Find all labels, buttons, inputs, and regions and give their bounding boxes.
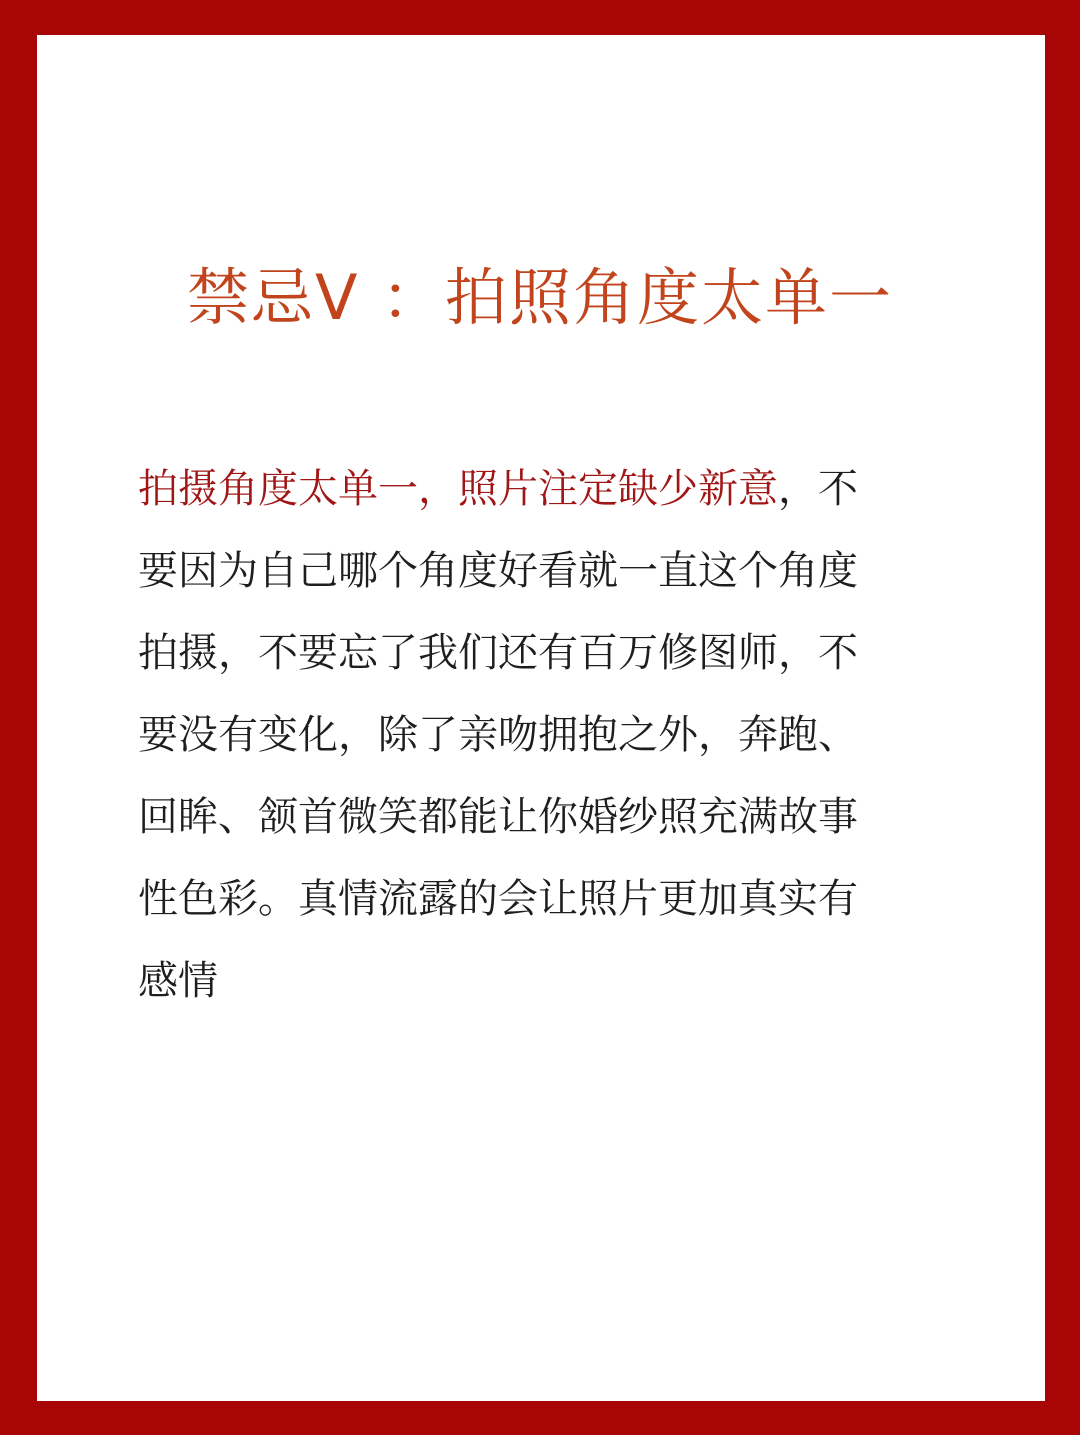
paragraph-line-1 — [138, 448, 938, 530]
paragraph-line-7: 感情 — [138, 958, 218, 1004]
highlight-text: 拍摄角度太单一，照片注定缺少新意 — [138, 466, 778, 512]
paragraph-line-5: 回眸、颔首微笑都能让你婚纱照充满故事 — [138, 794, 858, 840]
page-title: 禁忌V ：拍照角度太单一 — [186, 261, 894, 334]
body-paragraph — [138, 448, 938, 1022]
paragraph-line-3: 拍摄，不要忘了我们还有百万修图师，不 — [138, 630, 858, 676]
paragraph-line-6: 性色彩。真情流露的会让照片更加真实有 — [138, 876, 858, 922]
paragraph-line-1-rest: ，不 — [778, 466, 858, 512]
paragraph-line-4: 要没有变化，除了亲吻拥抱之外，奔跑、 — [138, 712, 858, 758]
paragraph-line-2: 要因为自己哪个角度好看就一直这个角度 — [138, 548, 858, 594]
